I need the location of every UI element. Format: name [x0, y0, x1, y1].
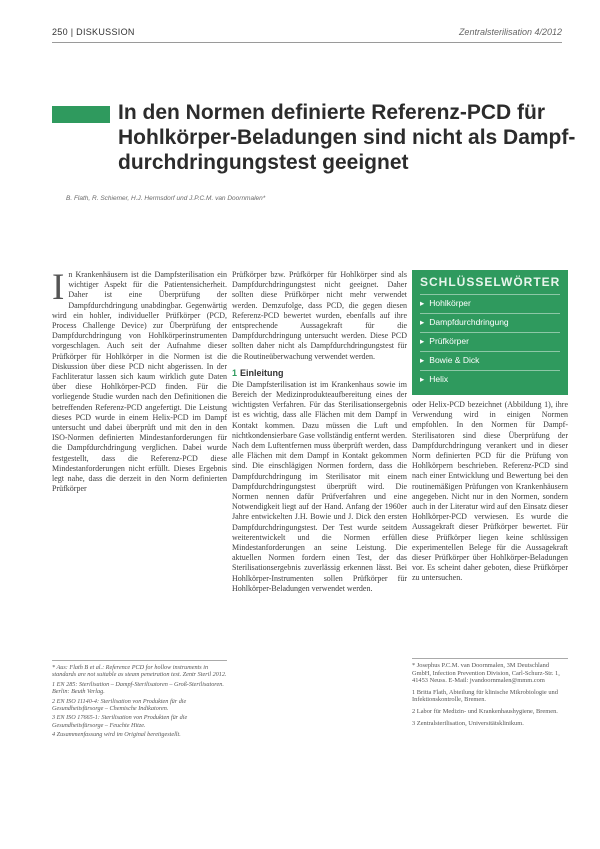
journal-issue: Zentralsterilisation 4/2012 [458, 27, 562, 37]
drop-cap: I [52, 267, 65, 308]
column-3 [412, 400, 568, 584]
author-affiliations [412, 658, 568, 731]
keyword-item: ▸ Hohlkörper [420, 294, 560, 309]
keywords-list [412, 294, 568, 385]
footnotes [52, 660, 227, 741]
affiliation: 1 Britta Flath, Abteilung für klinische Mikrobiologie und Infektionskontrolle, Bremen. [412, 688, 558, 704]
keyword-item: ▸ Dampfdurchdringung [420, 313, 560, 328]
keyword-item: ▸ Bowie & Dick [420, 351, 560, 366]
affiliation: 2 Labor für Medizin- und Krankenhaushygiene, Bremen. [412, 707, 558, 715]
running-header [52, 24, 562, 43]
keywords-box [412, 270, 568, 395]
keyword-item: ▸ Prüfkörper [420, 332, 560, 347]
article-title: In den Normen definierte Referenz-PCD für Hohlkörper-Beladungen sind nicht als Dampf-durchdringungstest geeignet [118, 101, 576, 174]
affiliation: 3 Zentralsterilisation, Universitätsklinikum. [412, 719, 524, 727]
keyword-item: ▸ Helix [420, 370, 560, 385]
section-heading [232, 368, 407, 378]
abstract-continuation: Prüfkörper bzw. Prüfkörper für Hohlkörper sind als Dampfdurchdringungstest nicht geeignet. Daher sollten diese Prüfkörper nicht mehr verwendet werden. Demzufolge, dass PCD, die gegen diesen Referenz-PCD bewertet wurden, ebenfalls auf ihre entsprechende Aussagekraft für die Dampfdurchdringung untersucht werden. Diese PCD sollten daher nicht als Dampfdurchdringungstest für die Routineüberwachung verwendet werden. [232, 270, 407, 361]
intro-text: n Krankenhäusern ist die Dampfsterilisation ein wichtiger Aspekt für die Patientensicherheit. Daher ist eine Überprüfung der Dampfdurchdringung unabdingbar. Gegenwärtig wird ein hohler, individueller Prüfkörper (PCD, Process Challenge Device) zur Überprüfung der Dampfdurchdringung von Hohlkörperinstrumenten vorgeschlagen. Auch seit der Aufnahme dieser Prüfkörper für Hohlkörper in die Normen ist die Diskussion über diese PCD nicht abgerissen. In der Fachliteratur lassen sich kaum wirklich gute Daten über diese Hohlkörper-PCD finden. Für die vorliegende Studie wurden nach den Definitionen die betreffenden Referenz-PCD angefertigt. Die Leistung dieses PCD wurde in einem Helix-PCD im Dampf untersucht und dabei überprüft und mit den in den ISO-Normen definierten Mindestanforderungen für die Dampfdurchdringung verglichen. Dabei wurde festgestellt, dass die Referenz-PCD diese Mindestanforderungen nicht erfüllt. Dieses Ergebnis legt nahe, dass die derzeit in den Norm definierten Prüfkörper [52, 270, 227, 494]
footnote: 3 EN ISO 17665-1: Sterilisation von Produkten für die Gesundheitsfürsorge – Feuchte Hitze. [52, 714, 188, 729]
section-paragraph: Die Dampfsterilisation ist im Krankenhaus sowie im Bereich der Medizinprodukteaufbereitung eines der wichtigsten Verfahren. Für das Sterilisationsergebnis ist es wichtig, dass alle Flächen mit dem Dampf in Kontakt kommen. Dazu müssen die Luft und nichtkondensierbare Gase vollständig entfernt werden. Nach dem Luftentfernen muss überprüft werden, dass alle Flächen mit dem Dampf in Kontakt gekommen sind. Die einschlägigen Normen fordern, dass die Dampfdurchdringung im Sterilisator mit einem Dampfdurchdringungstest überprüft wird. Die Normen nennen dafür Prüfverfahren und eine Notwendigkeit liegt auf der Hand. Anfang der 1960er Jahre entwickelten J.H. Bowie und J. Dick den ersten Dampfdurchdringungstest. Der Test wurde seitdem weiterentwickelt und die Normen erfüllen Mindestanforderungen an seine Leistung. Die aktuellen Normen fordern einen Test, der das Sterilisationsergebnis zuverlässig erkennen lässt. Bei Hohlkörper-Instrumenten sollen Prüfkörper für Hohlkörper-Beladungen verwendet werden. [232, 379, 407, 593]
keywords-title: SCHLÜSSELWÖRTER [420, 275, 561, 289]
affiliation: * Josephus P.C.M. van Doornmalen, 3M Deutschland GmbH, Infection Prevention Division, Carl-Schurz-Str. 1, 41453 Neuss. E-Mail: jvandoornmalen@mmm.com [412, 662, 560, 685]
footnote: 4 Zusammenfassung wird im Original bereitgestellt. [52, 731, 181, 739]
title-accent-bar [52, 106, 110, 123]
footnote: 1 EN 285: Sterilisation – Dampf-Sterilisatoren – Groß-Sterilisatoren. Berlin: Beuth Verlag. [52, 680, 224, 696]
column-2 [232, 270, 407, 594]
intro-paragraph [52, 267, 227, 494]
section-title: Einleitung [240, 367, 284, 378]
footnote: 2 EN ISO 11140-4: Sterilisation von Produkten für die Gesundheitsfürsorge – Chemische Indikatoren. [52, 697, 187, 713]
section-number: 1 [232, 367, 238, 378]
footnote: * Aus: Flath B et al.: Reference PCD for hollow instruments in standards are not suitable as steam penetration test. Zentr Steril 2012. [52, 664, 227, 679]
column-1 [52, 267, 227, 494]
section-label: 250 | DISKUSSION [52, 27, 135, 37]
column-3-paragraph: oder Helix-PCD bezeichnet (Abbildung 1), ihre Verwendung wird in einigen Normen empfohlen. In den Normen für Dampf-Sterilisatoren sind diese Überprüfung der Dampfdurchdringung verankert und in dieser Norm definierten PCD für die Prüfung von Hohlkörpern beschrieben. Referenz-PCD sind nach einer Entwicklung und Bewertung bei den routinemäßigen Prüfungen von Krankenhäusern angegeben. Nicht nur in den Normen, sondern auch in der Literatur wird auf den Einsatz dieser Hohlkörper-PCD verwiesen. Es wurde die Aussagekraft dieser Prüfkörper bewertet. Für diese Prüfkörper liegen keine schlüssigen experimentellen Belege für die Aussagekraft dieser Prüfkörper über Hohlkörper-Beladungen vor. Es scheint daher geboten, diese Prüfkörper zu untersuchen. [412, 400, 568, 583]
author-line: B. Flath, R. Schiemer, H.J. Hermsdorf und J.P.C.M. van Doornmalen* [66, 195, 266, 202]
